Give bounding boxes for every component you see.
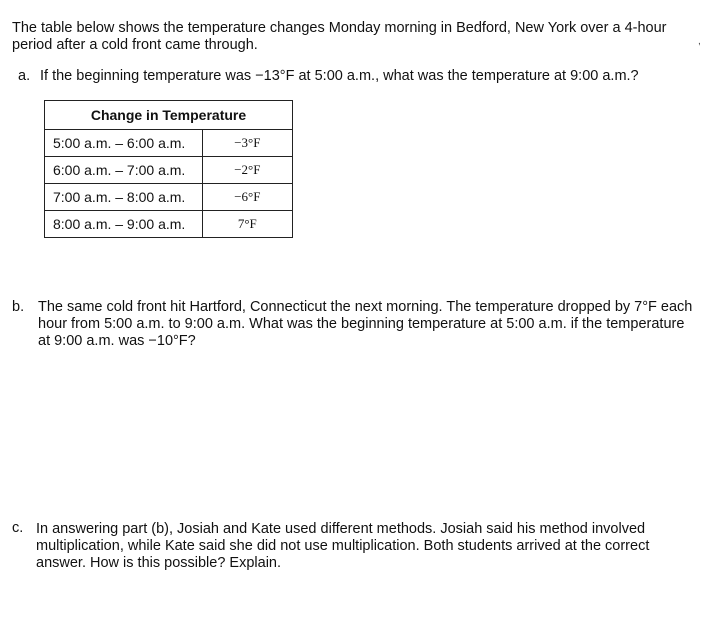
table-row [45, 184, 293, 211]
question-c-label: c. [12, 520, 24, 536]
intro-paragraph: The table below shows the temperature changes Monday morning in Bedford, New York over a 4-hour period after a cold front came through. [12, 20, 667, 53]
table-header: Change in Temperature [45, 101, 293, 130]
temperature-change-cell: −2°F [202, 157, 292, 184]
question-b-text: The same cold front hit Hartford, Connecticut the next morning. The temperature dropped by 7°F each hour from 5:00 a.m. to 9:00 a.m. What was the beginning temperature at 5:00 a.m. if the temperature at 9:00 a.m. was −10°F? [38, 299, 693, 349]
time-period-cell: 6:00 a.m. – 7:00 a.m. [45, 157, 203, 184]
temperature-change-cell: −6°F [202, 184, 292, 211]
question-a-label: a. [18, 68, 31, 84]
question-c-text: In answering part (b), Josiah and Kate used different methods. Josiah said his method involved multiplication, while Kate said she did not use multiplication. Both students arrived at the correct answer. How is this possible? Explain. [36, 521, 650, 571]
temperature-change-cell: −3°F [202, 130, 292, 157]
table-row [45, 157, 293, 184]
time-period-cell: 5:00 a.m. – 6:00 a.m. [45, 130, 203, 157]
temperature-change-table [44, 100, 293, 238]
question-a-text: If the beginning temperature was −13°F at 5:00 a.m., what was the temperature at 9:00 a.m.? [40, 68, 639, 84]
question-b-label: b. [12, 299, 25, 315]
table-row [45, 130, 293, 157]
stray-mark: , [698, 36, 701, 47]
time-period-cell: 8:00 a.m. – 9:00 a.m. [45, 211, 203, 238]
table-row [45, 211, 293, 238]
time-period-cell: 7:00 a.m. – 8:00 a.m. [45, 184, 203, 211]
temperature-change-cell: 7°F [202, 211, 292, 238]
